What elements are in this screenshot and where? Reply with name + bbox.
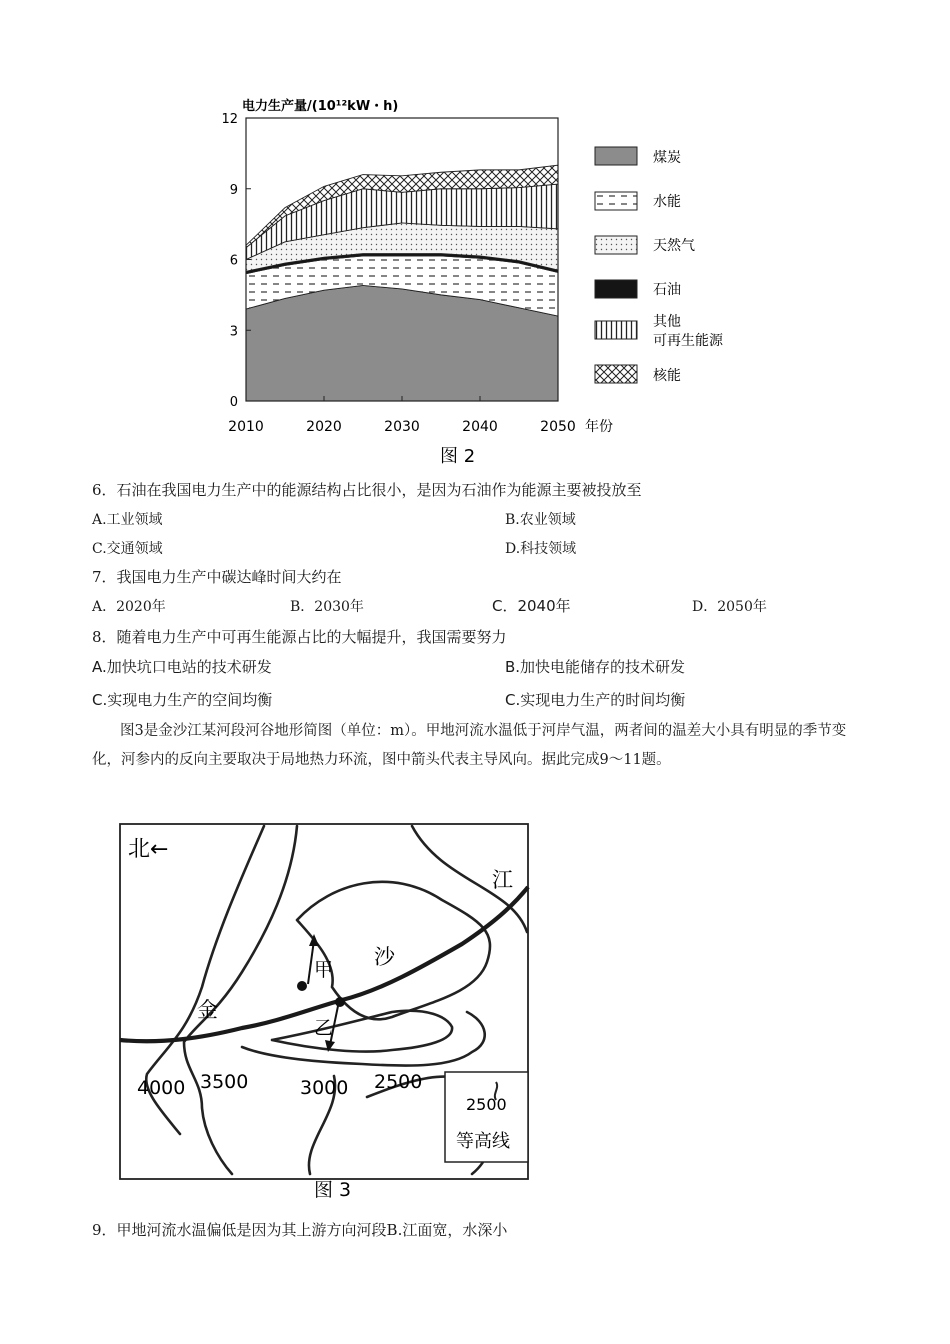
q8-option-b: B.加快电能储存的技术研发 <box>505 658 686 676</box>
chart-legend <box>595 147 724 384</box>
north-label: 北← <box>128 837 169 862</box>
q8-option-a: A.加快坑口电站的技术研发 <box>92 658 272 676</box>
chart-areas <box>246 165 558 401</box>
q6-option-c: C.交通领域 <box>92 541 163 557</box>
q7-option-d: D．2050年 <box>692 599 767 615</box>
y-axis-label: 电力生产量/(10¹²kW・h) <box>242 99 399 114</box>
legend-swatch-hydro <box>595 192 637 210</box>
label-jin: 金 <box>197 998 218 1022</box>
legend-nuclear: 核能 <box>653 368 681 384</box>
contour-label-4000: 4000 <box>137 1077 186 1099</box>
y-tick-label: 12 <box>221 112 238 127</box>
legend-coal: 煤炭 <box>653 150 681 166</box>
q7-option-a: A．2020年 <box>92 599 166 615</box>
q7-stem: 7．我国电力生产中碳达峰时间大约在 <box>92 568 342 586</box>
point-yi <box>335 997 345 1007</box>
label-jiang: 江 <box>492 868 513 892</box>
y-tick-label: 0 <box>229 395 238 410</box>
q7-option-c: C．2040年 <box>492 597 571 615</box>
y-tick-label: 6 <box>229 253 238 269</box>
legend-swatch-gas <box>595 236 637 254</box>
q6-stem: 6．石油在我国电力生产中的能源结构占比很小，是因为石油作为能源主要被投放至 <box>92 481 642 499</box>
label-yi: 乙 <box>314 1017 334 1039</box>
x-tick-label: 2020 <box>306 419 342 435</box>
y-tick-label: 9 <box>229 182 238 198</box>
x-tick-label: 2050 <box>540 419 576 435</box>
legend-swatch-coal <box>595 147 637 165</box>
x-axis-label: 年份 <box>585 419 613 435</box>
contour-label-3500: 3500 <box>200 1071 249 1093</box>
legend-swatch-nuclear <box>595 365 637 383</box>
x-tick-label: 2030 <box>384 419 420 435</box>
label-sha: 沙 <box>374 945 395 969</box>
chart-title: 图 2 <box>440 446 476 467</box>
q7-option-b: B．2030年 <box>290 599 364 615</box>
legend-swatch-oil <box>595 280 637 298</box>
q6-option-a: A.工业领域 <box>92 512 163 528</box>
x-tick-label: 2040 <box>462 419 498 435</box>
intro-paragraph: 图3是金沙江某河段河谷地形简图（单位：m）。甲地河流水温低于河岸气温，两者间的温差大小具有明显的季节变化，河参内的反向主要取决于局地热力环流，图中箭头代表主导风向。据此完成9～11题。 <box>92 723 847 768</box>
legend-renewable-2: 可再生能源 <box>653 333 723 349</box>
q8-option-c: C.实现电力生产的空间均衡 <box>92 691 273 709</box>
legend-hydro: 水能 <box>653 194 681 210</box>
map-title: 图 3 <box>314 1179 352 1201</box>
legend-swatch-renewable <box>595 321 637 339</box>
y-tick-label: 3 <box>229 324 238 340</box>
q8-stem: 8．随着电力生产中可再生能源占比的大幅提升，我国需要努力 <box>92 628 507 646</box>
label-jia: 甲 <box>314 959 334 981</box>
map-legend <box>445 1072 528 1162</box>
energy-chart <box>200 88 750 468</box>
q8-option-d: C.实现电力生产的时间均衡 <box>505 691 686 709</box>
x-tick-label: 2010 <box>228 419 264 435</box>
legend-oil: 石油 <box>653 282 681 298</box>
q6-option-b: B.农业领域 <box>505 512 576 528</box>
legend-renewable-1: 其他 <box>653 314 681 330</box>
point-jia <box>297 981 307 991</box>
q6-option-d: D.科技领域 <box>505 541 577 557</box>
contour-label-2500: 2500 <box>374 1071 423 1093</box>
legend-contour-label: 等高线 <box>456 1131 510 1152</box>
legend-gas: 天然气 <box>653 238 695 254</box>
contour-label-3000: 3000 <box>300 1077 349 1099</box>
x-axis <box>228 396 576 435</box>
valley-map <box>92 812 552 1207</box>
legend-contour-value: 2500 <box>466 1095 507 1114</box>
q9-stem: 9．甲地河流水温偏低是因为其上游方向河段B.江面宽，水深小 <box>92 1221 508 1239</box>
